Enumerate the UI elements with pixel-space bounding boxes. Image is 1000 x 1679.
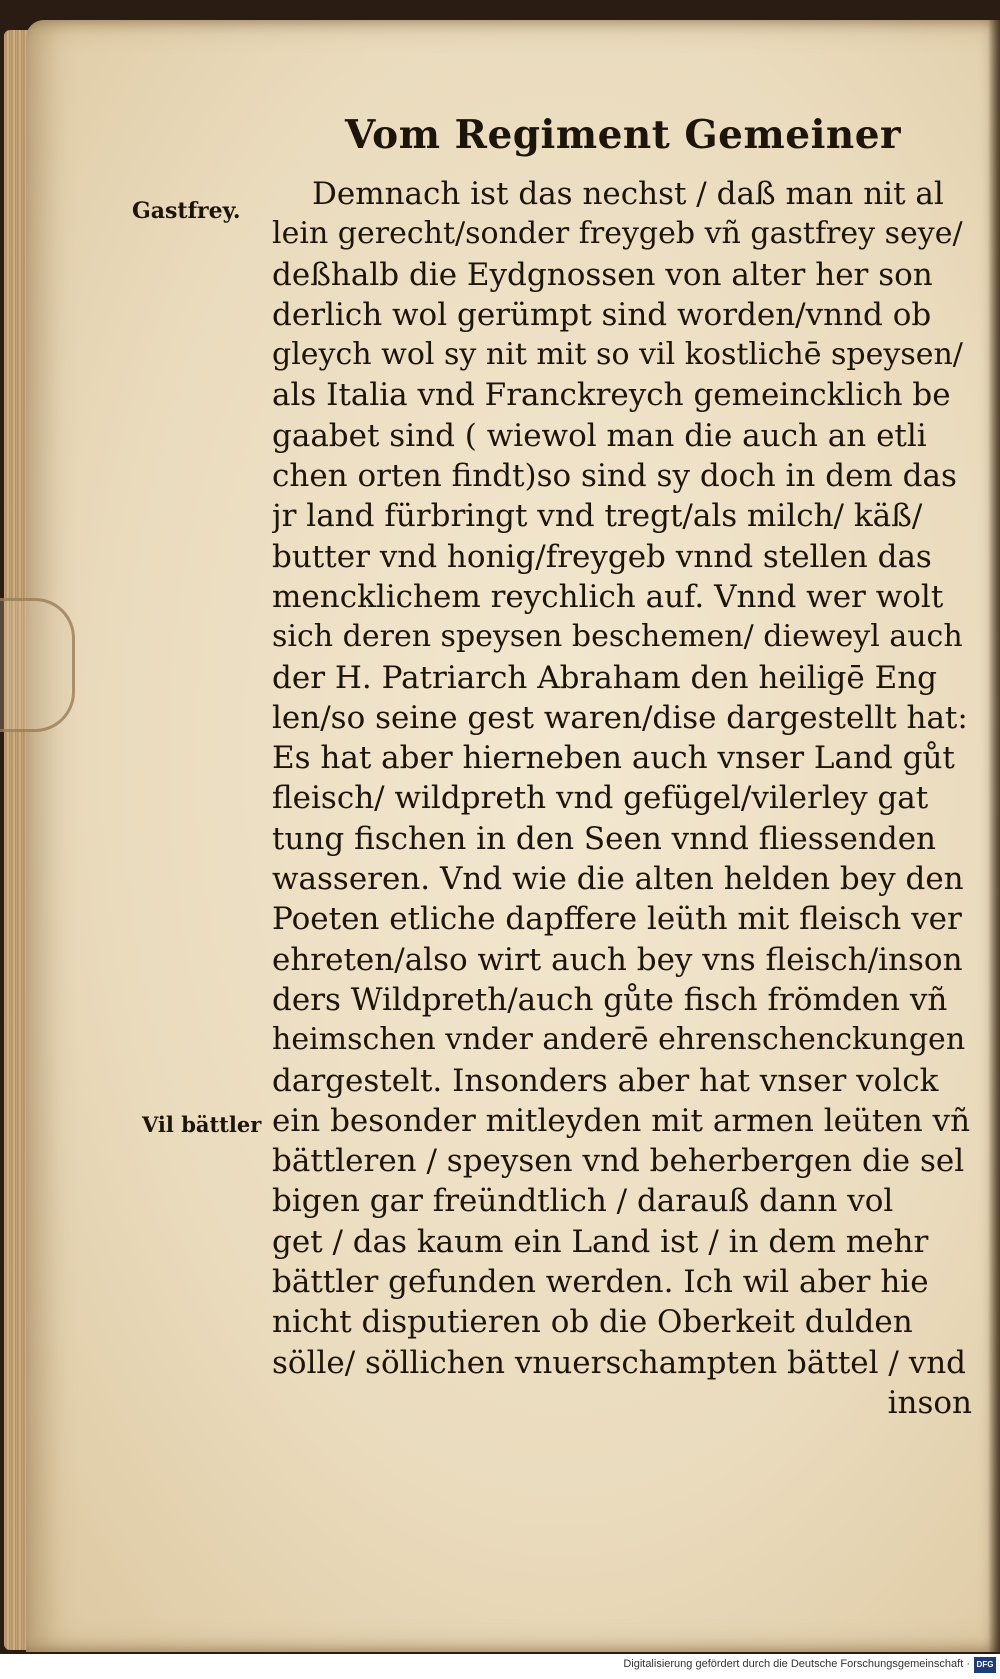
- margin-note-vil-baettler: Vil bättler: [142, 1112, 262, 1137]
- text-line: ehreten/also wirt auch bey vns fleisch/inson: [272, 941, 963, 978]
- text-line: ders Wildpreth/auch gůte fisch frömden vñ: [272, 981, 948, 1018]
- text-line: Demnach ist das nechst / daß man nit al: [312, 176, 944, 212]
- text-line: gleych wol sy nit mit so vil kostlichē speysen/: [272, 337, 963, 373]
- text-line: sich deren speysen beschemen/ dieweyl auch: [272, 619, 963, 655]
- text-line: als Italia vnd Franckreych gemeincklich be: [272, 377, 951, 414]
- text-line: get / das kaum ein Land ist / in dem mehr: [272, 1223, 929, 1260]
- text-line: chen orten findt)so sind sy doch in dem das: [272, 458, 957, 495]
- text-line: ein besonder mitleyden mit armen leüten vñ: [272, 1102, 971, 1139]
- text-line: Poeten etliche dapffere leüth mit fleisch ver: [272, 901, 962, 938]
- text-line: bigen gar freündtlich / darauß dann vol: [272, 1183, 894, 1220]
- body-text: [272, 174, 972, 1423]
- dfg-logo: DFG: [974, 1657, 996, 1673]
- text-line: der H. Patriarch Abraham den heiligē Eng: [272, 659, 938, 696]
- funding-credit: Digitalisierung gefördert durch die Deutsche Forschungsgemeinschaft ·: [623, 1658, 970, 1670]
- margin-note-gastfrey: Gastfrey.: [132, 198, 241, 224]
- text-line: jr land fürbringt vnd tregt/als milch/ käß/: [272, 498, 923, 535]
- text-line: tung fischen in den Seen vnnd fliessenden: [272, 820, 937, 857]
- text-line: fleisch/ wildpreth vnd gefügel/vilerley gat: [272, 780, 929, 817]
- text-line: mencklichem reychlich auf. Vnnd wer wolt: [272, 578, 944, 615]
- page-shadow-edge: [988, 20, 1000, 1652]
- clasp-mark: [0, 598, 75, 732]
- text-line: sölle/ söllichen vnuerschampten bättel / vnd: [272, 1344, 967, 1381]
- text-line: deßhalb die Eydgnossen von alter her son: [272, 256, 933, 293]
- text-line: gaabet sind ( wiewol man die auch an etli: [272, 417, 927, 454]
- text-line: bättleren / speysen vnd beherbergen die sel: [272, 1143, 965, 1180]
- text-line: len/so seine gest waren/dise dargestellt hat:: [272, 699, 968, 736]
- catchword: inson: [887, 1384, 972, 1421]
- text-line: wasseren. Vnd wie die alten helden bey den: [272, 861, 964, 898]
- footer-bar: [0, 1654, 1000, 1679]
- text-line: bättler gefunden werden. Ich wil aber hie: [272, 1264, 929, 1301]
- text-line: Es hat aber hierneben auch vnser Land gůt: [272, 740, 955, 777]
- text-line: derlich wol gerümpt sind worden/vnnd ob: [272, 296, 932, 333]
- running-head: Vom Regiment Gemeiner: [345, 112, 902, 158]
- text-line: lein gerecht/sonder freygeb vñ gastfrey seye/: [272, 216, 963, 252]
- text-line: dargestelt. Insonders aber hat vnser volck: [272, 1062, 939, 1099]
- text-line: butter vnd honig/freygeb vnnd stellen das: [272, 538, 932, 575]
- text-line: heimschen vnder anderē ehrenschenckungen: [272, 1022, 966, 1058]
- text-line: nicht disputieren ob die Oberkeit dulden: [272, 1304, 913, 1341]
